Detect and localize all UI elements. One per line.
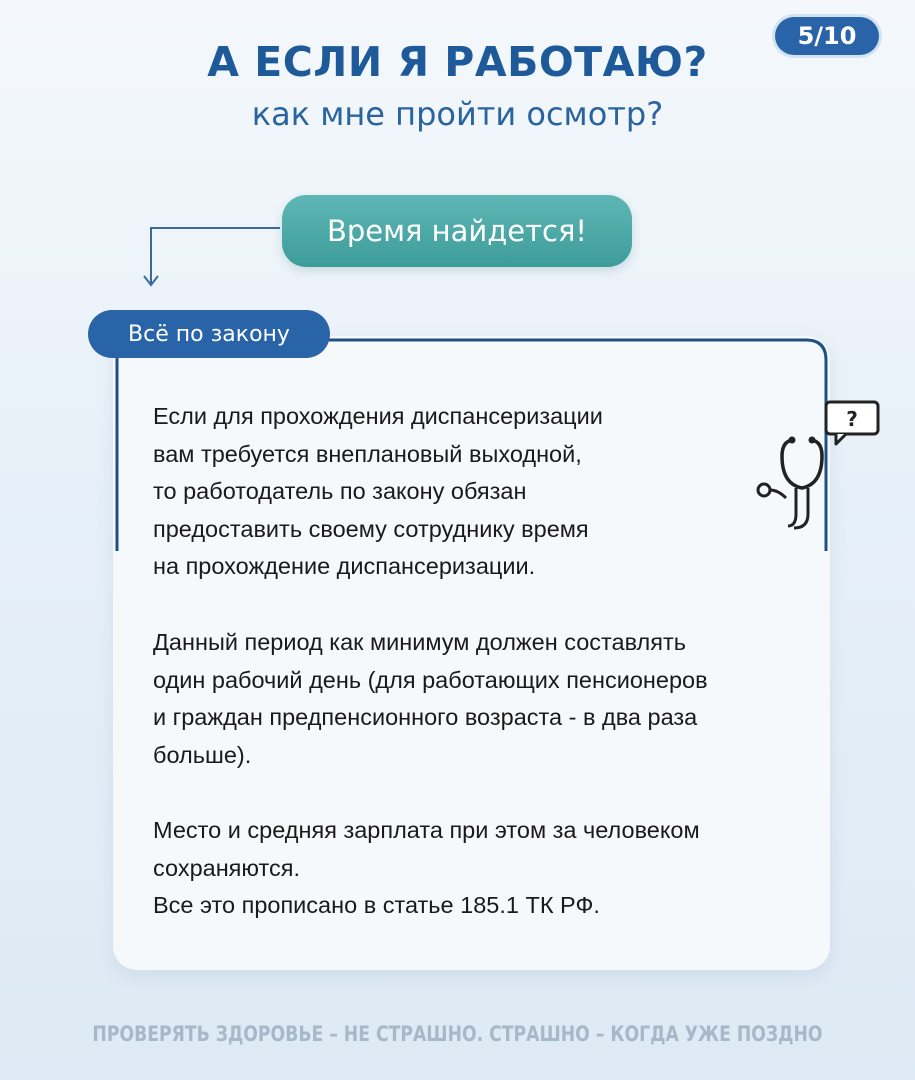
paragraph-period: Данный период как минимум должен составлять один рабочий день (для работающих пенсионеров и граждан предпенсионного возраста - в два раза больше). (153, 629, 708, 768)
page-indicator-badge: 5/10 (775, 17, 879, 55)
down-arrow-connector-icon (135, 220, 285, 290)
section-tab-label: Всё по закону (88, 310, 330, 358)
question-mark-text: ? (846, 407, 858, 431)
paragraph-day-off: Если для прохождения диспансеризации вам требуется внеплановый выходной, то работодатель по закону обязан предоставить своему сотруднику время на прохождение диспансеризации. (153, 403, 603, 579)
highlight-banner: Время найдется! (282, 195, 632, 267)
stethoscope-question-icon (748, 398, 883, 533)
footer-slogan: ПРОВЕРЯТЬ ЗДОРОВЬЕ – НЕ СТРАШНО. СТРАШНО – КОГДА УЖЕ ПОЗДНО (92, 1022, 823, 1046)
page-title: А ЕСЛИ Я РАБОТАЮ? (207, 38, 708, 86)
paragraph-salary-law: Место и средняя зарплата при этом за человеком сохраняются. Все это прописано в статье 185.1 ТК РФ. (153, 817, 700, 918)
page-subtitle: как мне пройти осмотр? (251, 95, 664, 133)
